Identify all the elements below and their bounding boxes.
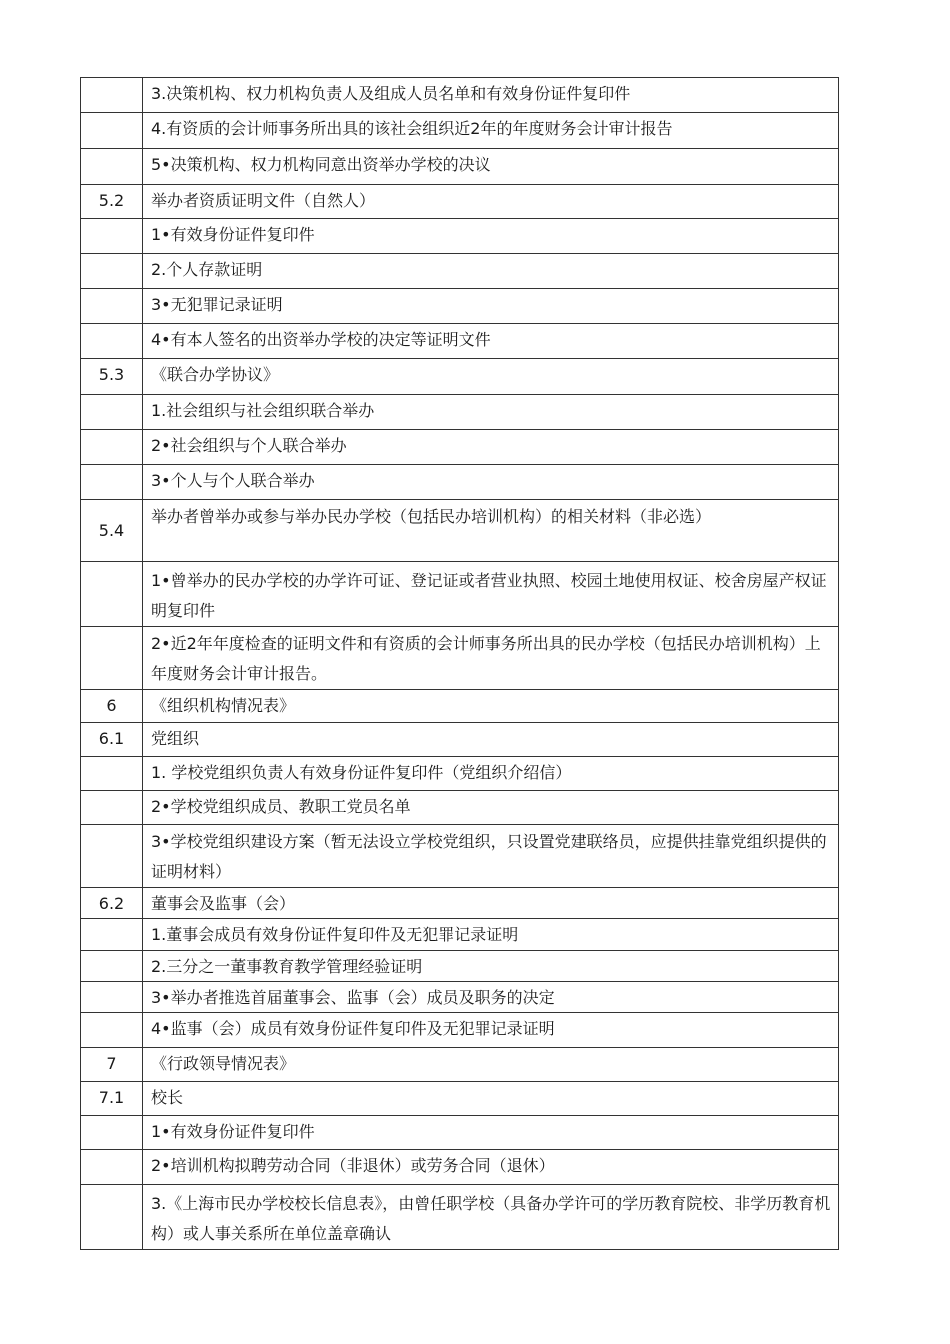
table-row — [81, 1048, 839, 1082]
table-row — [81, 982, 839, 1013]
table-row — [81, 1082, 839, 1116]
row-text: 举办者曾举办或参与举办民办学校（包括民办培训机构）的相关材料（非必选） — [143, 500, 839, 562]
table-row — [81, 951, 839, 982]
row-number — [81, 324, 143, 359]
row-text: 党组织 — [143, 723, 839, 757]
table-row — [81, 395, 839, 430]
row-number — [81, 149, 143, 185]
row-number — [81, 1185, 143, 1250]
table-row — [81, 919, 839, 951]
table-row — [81, 627, 839, 690]
table-row — [81, 757, 839, 791]
table-row — [81, 78, 839, 113]
row-number — [81, 219, 143, 254]
row-number — [81, 982, 143, 1013]
row-text: 3.《上海市民办学校校长信息表》，由曾任职学校（具备办学许可的学历教育院校、非学历教育机构）或人事关系所在单位盖章确认 — [143, 1185, 839, 1250]
row-text: 《联合办学协议》 — [143, 359, 839, 395]
table-row — [81, 219, 839, 254]
row-text: 2•培训机构拟聘劳动合同（非退休）或劳务合同（退休） — [143, 1150, 839, 1185]
row-text: 2•学校党组织成员、教职工党员名单 — [143, 791, 839, 825]
table-row — [81, 185, 839, 219]
table-row — [81, 1116, 839, 1150]
row-number — [81, 919, 143, 951]
row-text: 3•学校党组织建设方案（暂无法设立学校党组织，只设置党建联络员，应提供挂靠党组织提供的证明材料） — [143, 825, 839, 888]
table-row — [81, 791, 839, 825]
row-number — [81, 1150, 143, 1185]
row-number — [81, 1116, 143, 1150]
row-number — [81, 430, 143, 465]
row-number — [81, 113, 143, 149]
row-text: 3•无犯罪记录证明 — [143, 289, 839, 324]
row-number — [81, 254, 143, 289]
row-number: 5.3 — [81, 359, 143, 395]
row-number — [81, 825, 143, 888]
table-row — [81, 289, 839, 324]
table-row — [81, 690, 839, 723]
row-text: 4•有本人签名的出资举办学校的决定等证明文件 — [143, 324, 839, 359]
table-row — [81, 500, 839, 562]
row-text: 3•个人与个人联合举办 — [143, 465, 839, 500]
row-number: 5.4 — [81, 500, 143, 562]
table-row — [81, 113, 839, 149]
table-row — [81, 1150, 839, 1185]
row-text: 1.董事会成员有效身份证件复印件及无犯罪记录证明 — [143, 919, 839, 951]
row-text: 2.三分之一董事教育教学管理经验证明 — [143, 951, 839, 982]
row-text: 2.个人存款证明 — [143, 254, 839, 289]
table-row — [81, 254, 839, 289]
row-text: 董事会及监事（会） — [143, 888, 839, 919]
row-text: 举办者资质证明文件（自然人） — [143, 185, 839, 219]
table-row — [81, 149, 839, 185]
row-text: 2•社会组织与个人联合举办 — [143, 430, 839, 465]
row-number: 5.2 — [81, 185, 143, 219]
row-text: 1. 学校党组织负责人有效身份证件复印件（党组织介绍信） — [143, 757, 839, 791]
row-text: 3•举办者推选首届董事会、监事（会）成员及职务的决定 — [143, 982, 839, 1013]
table-row — [81, 723, 839, 757]
row-number: 7.1 — [81, 1082, 143, 1116]
row-text: 校长 — [143, 1082, 839, 1116]
row-number — [81, 562, 143, 627]
row-text: 2•近2年年度检查的证明文件和有资质的会计师事务所出具的民办学校（包括民办培训机构）上年度财务会计审计报告。 — [143, 627, 839, 690]
row-number — [81, 791, 143, 825]
row-number — [81, 757, 143, 791]
row-text: 3.决策机构、权力机构负责人及组成人员名单和有效身份证件复印件 — [143, 78, 839, 113]
table-row — [81, 825, 839, 888]
table-row — [81, 888, 839, 919]
row-number — [81, 465, 143, 500]
table-row — [81, 1185, 839, 1250]
row-text: 1.社会组织与社会组织联合举办 — [143, 395, 839, 430]
row-text: 1•曾举办的民办学校的办学许可证、登记证或者营业执照、校园土地使用权证、校舍房屋产权证明复印件 — [143, 562, 839, 627]
row-text: 4•监事（会）成员有效身份证件复印件及无犯罪记录证明 — [143, 1013, 839, 1048]
row-text: 5•决策机构、权力机构同意出资举办学校的决议 — [143, 149, 839, 185]
row-number — [81, 395, 143, 430]
row-text: 1•有效身份证件复印件 — [143, 1116, 839, 1150]
table-row — [81, 324, 839, 359]
row-number — [81, 289, 143, 324]
table-row — [81, 359, 839, 395]
table-row — [81, 562, 839, 627]
row-number — [81, 1013, 143, 1048]
row-text: 《行政领导情况表》 — [143, 1048, 839, 1082]
row-number — [81, 951, 143, 982]
table-row — [81, 1013, 839, 1048]
table-row — [81, 465, 839, 500]
row-number: 6 — [81, 690, 143, 723]
row-number: 6.1 — [81, 723, 143, 757]
row-text: 《组织机构情况表》 — [143, 690, 839, 723]
row-text: 4.有资质的会计师事务所出具的该社会组织近2年的年度财务会计审计报告 — [143, 113, 839, 149]
row-number: 7 — [81, 1048, 143, 1082]
row-number — [81, 78, 143, 113]
row-number — [81, 627, 143, 690]
materials-table — [80, 77, 839, 1250]
table-row — [81, 430, 839, 465]
row-text: 1•有效身份证件复印件 — [143, 219, 839, 254]
row-number: 6.2 — [81, 888, 143, 919]
